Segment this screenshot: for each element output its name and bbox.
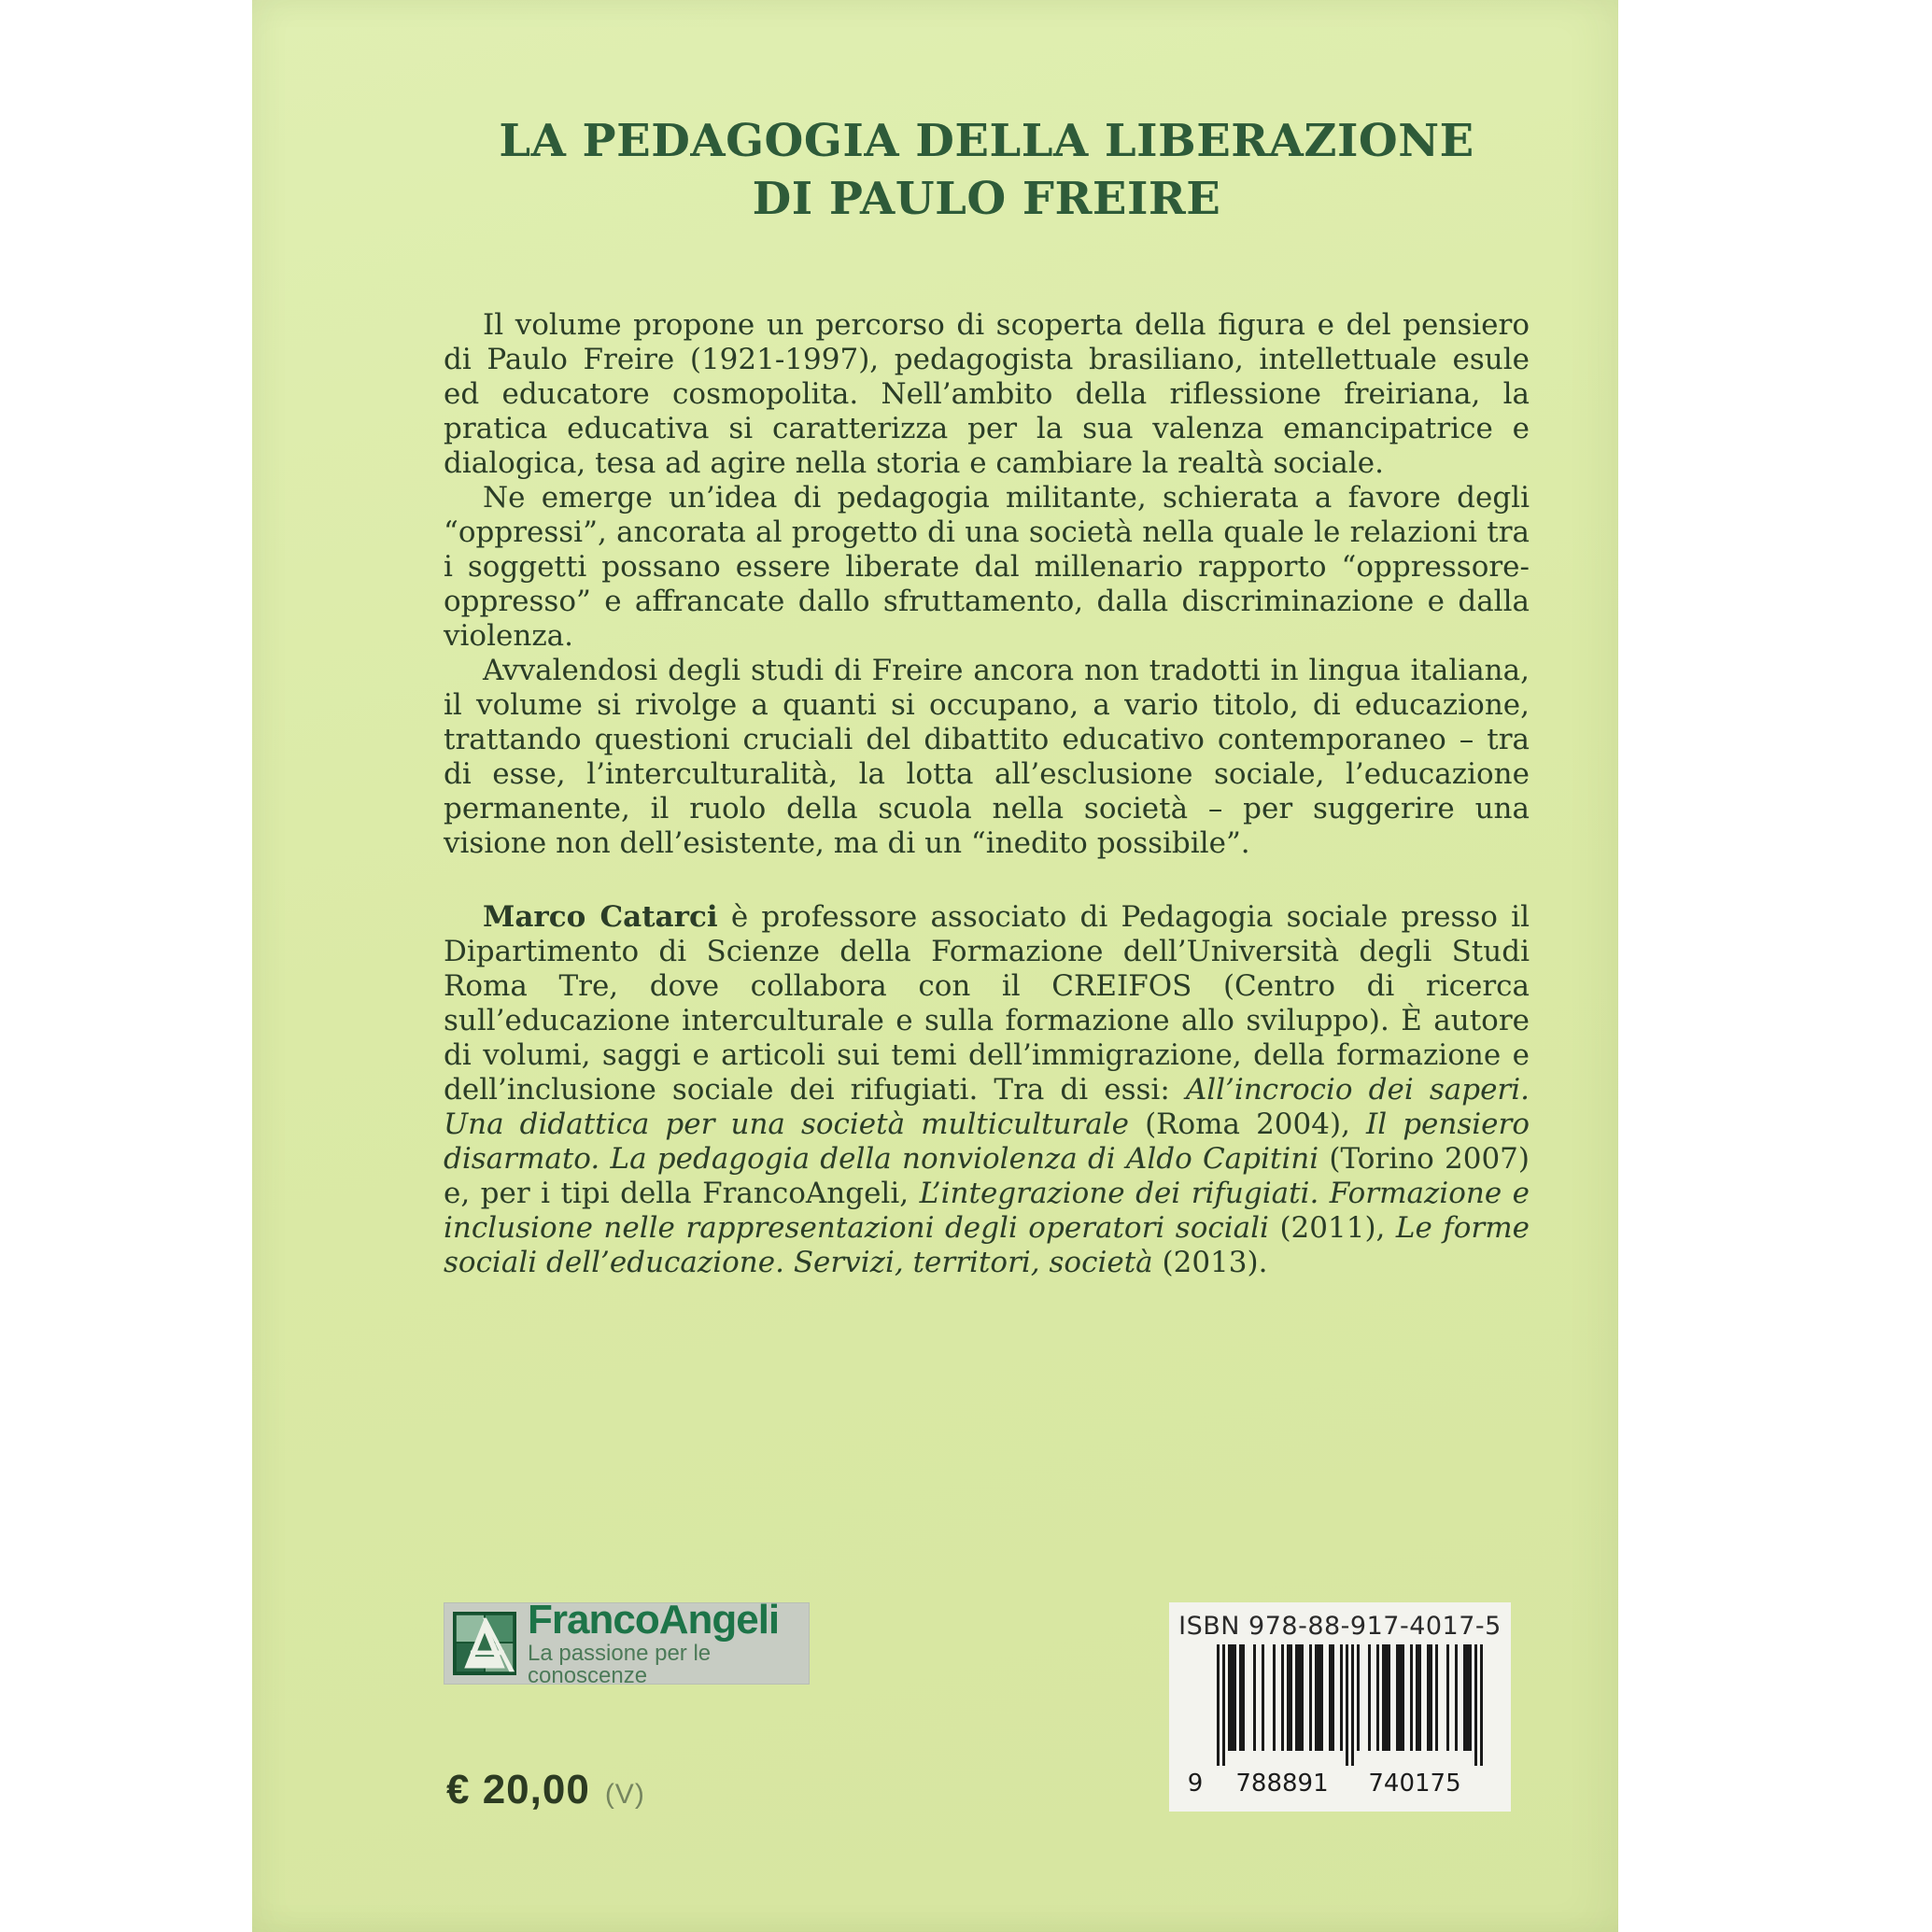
barcode-digit-group: 9 [1187, 1770, 1204, 1798]
author-bio-text: (Roma 2004), [1129, 1107, 1366, 1141]
barcode-digit-group: 740175 [1368, 1770, 1461, 1798]
book-reference-title: Il pensiero disarmato. La pedagogia della nonviolenza di Aldo Capitini [444, 1107, 1530, 1176]
synopsis-paragraph-2: Ne emerge un’idea di pedagogia militante, schierata a favore degli “oppressi”, ancorata al progetto di una società nella quale le relazioni tra i soggetti possano essere liberate dal millenario rapporto “oppressore-oppresso” e affrancate dallo sfruttamento, dalla discriminazione e dalla violenza. [444, 481, 1530, 653]
publisher-logo-text [528, 1597, 809, 1688]
book-title [444, 112, 1530, 228]
publisher-tagline: La passione per le conoscenze [528, 1641, 712, 1688]
barcode-digits [1175, 1770, 1511, 1798]
synopsis-paragraph-1: Il volume propone un percorso di scoperta della figura e del pensiero di Paulo Freire (1921-1997), pedagogista brasiliano, intellettuale esule ed educatore cosmopolita. Nell’ambito della riflessione freiriana, la pratica educativa si caratterizza per la sua valenza emancipatrice e dialogica, tesa ad agire nella storia e cambiare la realtà sociale. [444, 308, 1530, 480]
book-title-line-2: DI PAULO FREIRE [752, 173, 1221, 225]
price [446, 1767, 645, 1813]
book-back-cover [252, 0, 1618, 1932]
author-bio-text: (2013). [1152, 1246, 1268, 1279]
price-vat-note: (V) [604, 1779, 645, 1810]
author-bio-text: (2011), [1268, 1211, 1396, 1245]
synopsis [444, 308, 1530, 861]
book-reference-title: L’integrazione dei rifugiati. Formazione e inclusione nelle rappresentazioni degli operatori sociali [444, 1177, 1530, 1245]
author-bio-text: (Torino 2007) e, per i tipi della FrancoAngeli, [444, 1142, 1530, 1210]
francoangeli-a-mark-icon [453, 1612, 516, 1675]
isbn-barcode-box [1169, 1602, 1511, 1812]
publisher-name: FrancoAngeli [528, 1597, 780, 1643]
price-amount: € 20,00 [446, 1767, 590, 1812]
author-bio [444, 900, 1530, 1280]
cover-content [444, 0, 1530, 1280]
author-bio-text: è professore associato di Pedagogia sociale presso il Dipartimento di Scienze della Formazione dell’Università degli Studi Roma Tre, dove collabora con il CREIFOS (Centro di ricerca sull’educazione interculturale e sulla formazione allo sviluppo). È autore di volumi, saggi e articoli sui temi dell’immigrazione, della formazione e dell’inclusione sociale dei rifugiati. Tra di essi: [444, 900, 1530, 1107]
book-title-line-1: LA PEDAGOGIA DELLA LIBERAZIONE [499, 115, 1474, 167]
ean13-barcode-icon [1181, 1644, 1499, 1768]
isbn-label: ISBN 978-88-917-4017-5 [1178, 1612, 1502, 1641]
book-reference-title: Le forme sociali dell’educazione. Servizi, territori, società [444, 1211, 1530, 1279]
book-reference-title: All’incrocio dei saperi. Una didattica per una società multiculturale [444, 1073, 1530, 1141]
publisher-logo [444, 1597, 810, 1688]
author-name: Marco Catarci [483, 900, 718, 934]
barcode-digit-group: 788891 [1235, 1770, 1329, 1798]
synopsis-paragraph-3: Avvalendosi degli studi di Freire ancora non tradotti in lingua italiana, il volume si rivolge a quanti si occupano, a vario titolo, di educazione, trattando questioni cruciali del dibattito educativo contemporaneo – tra di esse, l’interculturalità, la lotta all’esclusione sociale, l’educazione permanente, il ruolo della scuola nella società – per suggerire una visione non dell’esistente, ma di un “inedito possibile”. [444, 654, 1530, 860]
